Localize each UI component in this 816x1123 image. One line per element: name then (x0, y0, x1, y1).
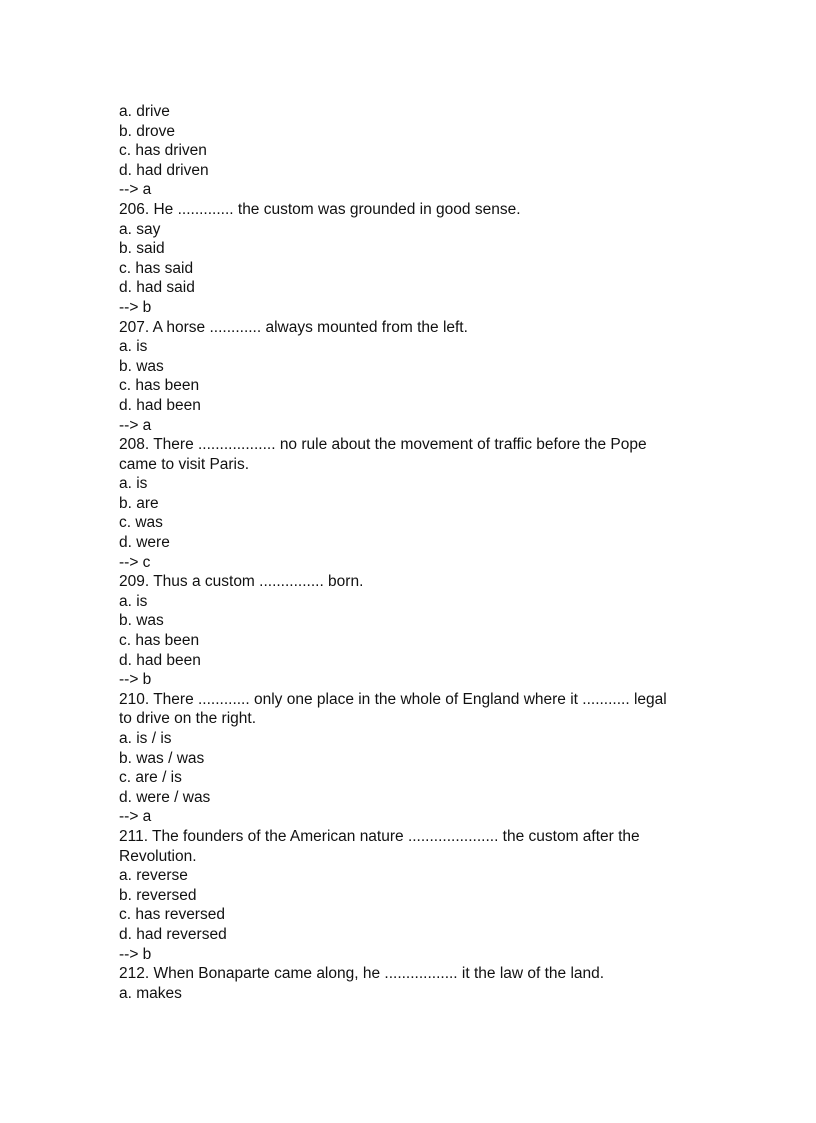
text-line: b. are (119, 494, 159, 512)
text-line: c. are / is (119, 769, 182, 787)
text-line: a. is / is (119, 730, 172, 747)
text-line: --> b (119, 298, 152, 316)
text-line: --> b (119, 945, 152, 963)
text-line: c. has been (119, 632, 200, 650)
document-page (119, 102, 719, 1003)
text-line: d. had been (119, 651, 201, 669)
text-line: came to visit Paris. (119, 455, 250, 473)
text-line: d. had said (119, 279, 195, 297)
text-line: b. said (119, 240, 165, 258)
text-line: 212. When Bonaparte came along, he ................. it the law of the land. (119, 965, 605, 983)
text-line: --> c (119, 553, 151, 571)
text-line: c. has said (119, 259, 194, 277)
text-line: b. was (119, 357, 164, 375)
text-line: --> b (119, 671, 152, 689)
text-line: d. had been (119, 396, 201, 414)
text-line: to drive on the right. (119, 710, 256, 728)
text-line: 210. There ............ only one place in the whole of England where it ........... legal (119, 690, 667, 708)
text-line: 207. A horse ............ always mounted from the left. (119, 318, 468, 336)
text-line: c. was (119, 514, 163, 532)
text-line: d. were (119, 534, 170, 552)
text-line: d. had reversed (119, 925, 227, 943)
text-line: --> a (119, 181, 152, 199)
text-line: a. is (119, 592, 148, 610)
text-line: 208. There .................. no rule about the movement of traffic before the Pope (119, 436, 647, 454)
text-line: b. was (119, 612, 164, 630)
text-line: a. makes (119, 984, 182, 1002)
text-line: c. has driven (119, 142, 207, 160)
text-line: a. is (119, 475, 148, 493)
text-line: a. reverse (119, 867, 188, 885)
text-line: --> a (119, 416, 152, 434)
text-line: Revolution. (119, 847, 197, 865)
text-line: b. drove (119, 122, 176, 140)
text-line: --> a (119, 808, 152, 826)
text-line: 211. The founders of the American nature ..................... the custom after the (119, 827, 640, 845)
text-line: c. has been (119, 377, 200, 395)
text-line: a. drive (119, 103, 170, 120)
text-line: a. say (119, 220, 161, 238)
text-line: b. reversed (119, 886, 197, 904)
text-line: 206. He ............. the custom was grounded in good sense. (119, 200, 521, 218)
text-line: b. was / was (119, 749, 205, 767)
text-line: a. is (119, 338, 148, 356)
text-line: c. has reversed (119, 906, 225, 924)
text-line: 209. Thus a custom ............... born. (119, 573, 364, 591)
text-line: d. were / was (119, 788, 211, 806)
text-line: d. had driven (119, 161, 209, 179)
